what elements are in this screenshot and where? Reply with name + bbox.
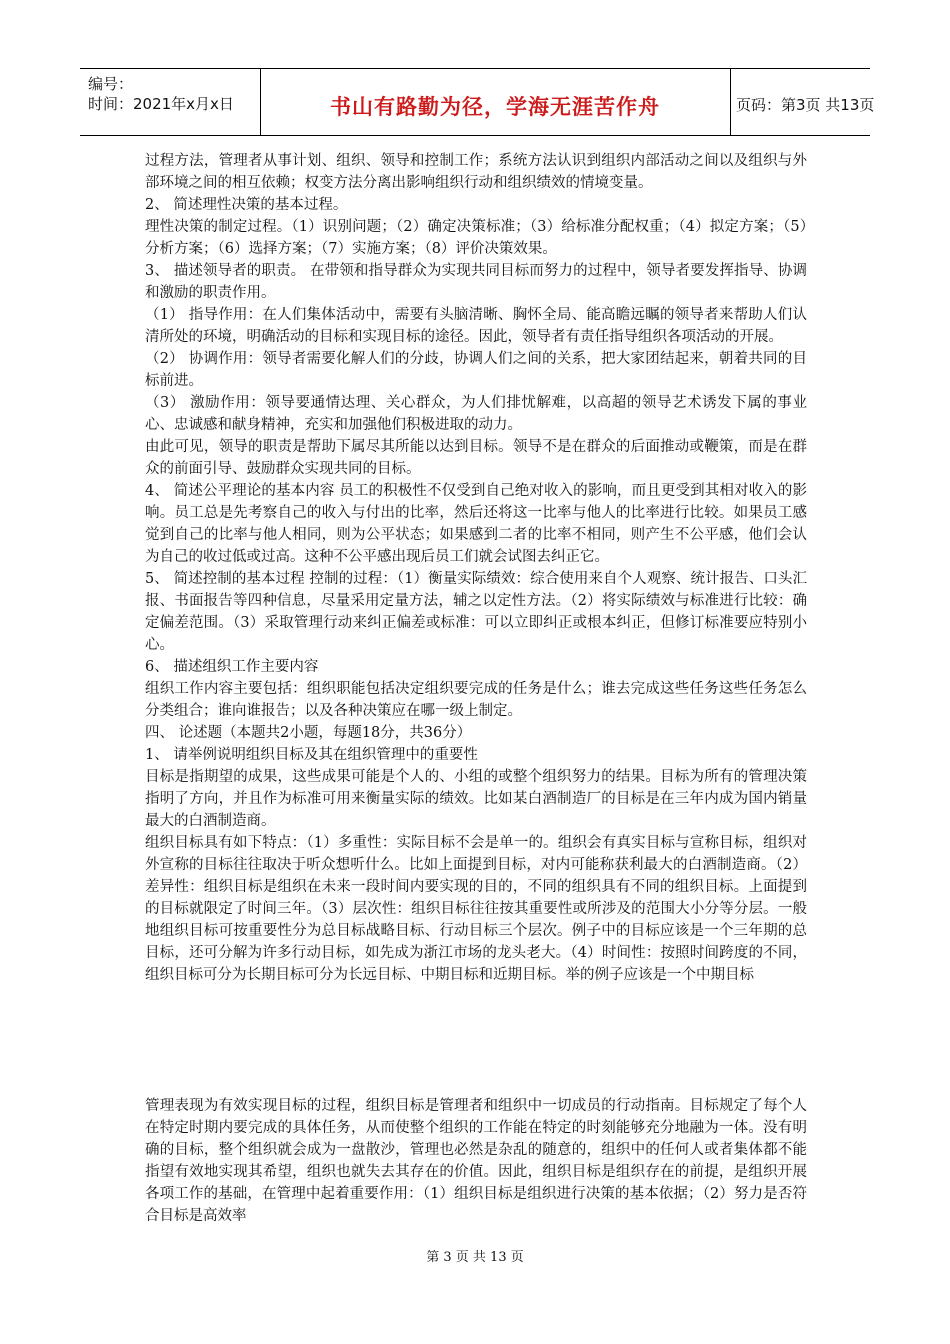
paragraph: 理性决策的制定过程。（1）识别问题；（2）确定决策标准；（3）给标准分配权重；（4）拟定方案；（5）分析方案；（6）选择方案；（7）实施方案；（8）评价决策效果。 bbox=[145, 219, 807, 257]
header-motto-cell bbox=[260, 69, 731, 135]
question-heading: 5、 简述控制的基本过程 控制的过程：（1）衡量实际绩效：综合使用来自个人观察、统计报告、口头汇报、书面报告等四种信息，尽量采用定量方法，辅之以定性方法。（2）将实际绩效与标准进行比较：确定偏差范围。（3）采取管理行动来纠正偏差或标准：可以立即纠正或根本纠正，但修订标准要应特别小心。 bbox=[145, 571, 807, 653]
page-footer: 第 3 页 共 13 页 bbox=[426, 1250, 524, 1265]
paragraph: （1） 指导作用：在人们集体活动中，需要有头脑清晰、胸怀全局、能高瞻远瞩的领导者来帮助人们认清所处的环境，明确活动的目标和实现目标的途径。因此，领导者有责任指导组织各项活动的开展。 bbox=[145, 307, 807, 345]
paragraph: 目标是指期望的成果，这些成果可能是个人的、小组的或整个组织努力的结果。目标为所有的管理决策指明了方向，并且作为标准可用来衡量实际的绩效。比如某白酒制造厂的目标是在三年内成为国内销量最大的白酒制造商。 bbox=[145, 769, 807, 829]
section-heading: 四、 论述题（本题共2小题，每题18分，共36分） bbox=[145, 725, 472, 741]
question-heading: 2、 简述理性决策的基本过程。 bbox=[145, 197, 348, 213]
header-info-cell bbox=[80, 69, 261, 135]
paragraph: 过程方法，管理者从事计划、组织、领导和控制工作；系统方法认识到组织内部活动之间以及组织与外部环境之间的相互依赖；权变方法分离出影响组织行动和组织绩效的情境变量。 bbox=[145, 153, 807, 191]
header-page-cell bbox=[730, 69, 875, 135]
question-heading: 1、 请举例说明组织目标及其在组织管理中的重要性 bbox=[145, 747, 478, 763]
header-motto: 书山有路勤为径，学海无涯苦作舟 bbox=[330, 95, 660, 119]
paragraph: 管理表现为有效实现目标的过程，组织目标是管理者和组织中一切成员的行动指南。目标规定了每个人在特定时期内要完成的具体任务，从而使整个组织的工作能在特定的时刻能够充分地融为一体。没有明确的目标，整个组织就会成为一盘散沙，管理也必然是杂乱的随意的，组织中的任何人或者集体都不能指望有效地实现其希望，组织也就失去其存在的价值。因此，组织目标是组织存在的前提，是组织开展各项工作的基础，在管理中起着重要作用：（1）组织目标是组织进行决策的基本依据；（2）努力是否符合目标是高效率 bbox=[145, 1098, 807, 1224]
paragraph: （3） 激励作用：领导要通情达理、关心群众，为人们排忧解难，以高超的领导艺术诱发下属的事业心、忠诚感和献身精神，充实和加强他们积极进取的动力。 bbox=[145, 395, 807, 433]
page-header bbox=[80, 68, 875, 136]
paragraph: （2） 协调作用：领导者需要化解人们的分歧，协调人们之间的关系，把大家团结起来，朝着共同的目标前进。 bbox=[145, 351, 807, 389]
paragraph: 由此可见，领导的职责是帮助下属尽其所能以达到目标。领导不是在群众的后面推动或鞭策，而是在群众的前面引导、鼓励群众实现共同的目标。 bbox=[145, 439, 807, 477]
question-heading: 3、 描述领导者的职责。 在带领和指导群众为实现共同目标而努力的过程中，领导者要发挥指导、协调和激励的职责作用。 bbox=[145, 263, 807, 301]
paragraph: 组织工作内容主要包括：组织职能包括决定组织要完成的任务是什么；谁去完成这些任务这些任务怎么分类组合；谁向谁报告；以及各种决策应在哪一级上制定。 bbox=[145, 681, 807, 719]
body-text-top bbox=[145, 150, 807, 986]
paragraph: 组织目标具有如下特点：（1）多重性：实际目标不会是单一的。组织会有真实目标与宣称目标，组织对外宣称的目标往往取决于听众想听什么。比如上面提到目标，对内可能称获利最大的白酒制造商。（2）差异性：组织目标是组织在未来一段时间内要实现的目的，不同的组织具有不同的组织目标。上面提到的目标就限定了时间三年。（3）层次性：组织目标往往按其重要性或所涉及的范围大小分等分层。一般地组织目标可按重要性分为总目标战略目标、行动目标三个层次。例子中的目标应该是一个三年期的总目标，还可分解为许多行动目标，如先成为浙江市场的龙头老大。（4）时间性：按照时间跨度的不同，组织目标可分为长期目标可分为长远目标、中期目标和近期目标。举的例子应该是一个中期目标 bbox=[145, 835, 807, 983]
question-heading: 4、 简述公平理论的基本内容 员工的积极性不仅受到自己绝对收入的影响，而且更受到其相对收入的影响。员工总是先考察自己的收入与付出的比率，然后还将这一比率与他人的比率进行比较。如果员工感觉到自己的比率与他人相同，则为公平状态；如果感到二者的比率不相同，则产生不公平感，他们会认为自己的收过低或过高。这种不公平感出现后员工们就会试图去纠正它。 bbox=[145, 483, 807, 565]
header-page-number: 页码：第3页 共13页 bbox=[736, 96, 875, 114]
question-heading: 6、 描述组织工作主要内容 bbox=[145, 659, 319, 675]
document-number-label: 编号： bbox=[88, 75, 134, 93]
document-time-label: 时间：2021年x月x日 bbox=[88, 95, 234, 113]
body-text-bottom bbox=[145, 1095, 807, 1227]
